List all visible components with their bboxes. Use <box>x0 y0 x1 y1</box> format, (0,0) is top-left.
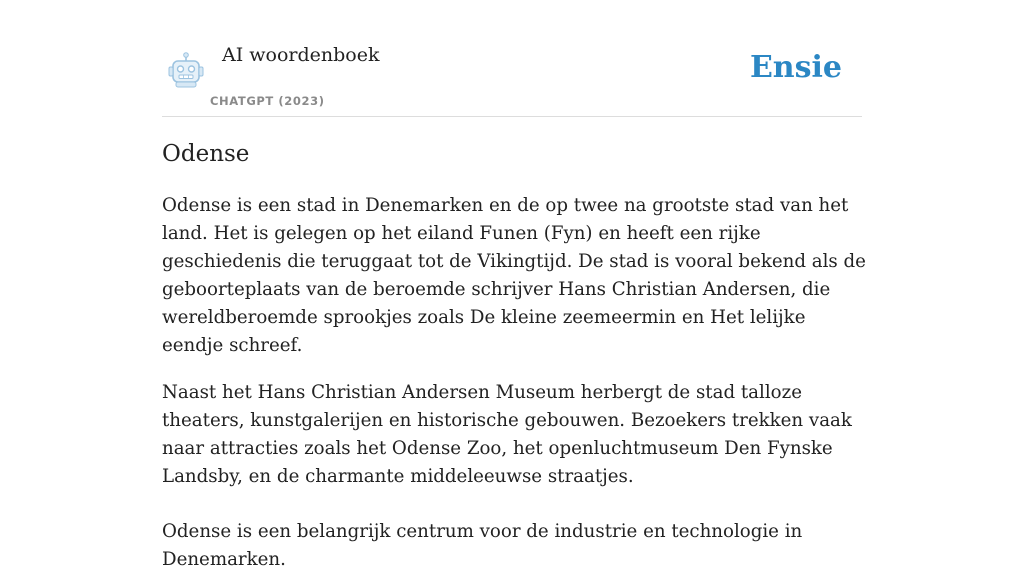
entry-paragraph: Odense is een belangrijk centrum voor de industrie en technologie in Denemarken. <box>162 521 803 570</box>
entry-paragraph: Naast het Hans Christian Andersen Museum herbergt de stad talloze theaters, kunstgalerijen en historische gebouwen. Bezoekers trekken vaak naar attracties zoals het Odense Zoo, het openluchtmuseum Den Fynske Landsby, en de charmante middeleeuwse straatjes. <box>162 382 852 487</box>
robot-icon <box>166 50 206 90</box>
entry-paragraph: Odense is een stad in Denemarken en de op twee na grootste stad van het land. Het is gelegen op het eiland Funen (Fyn) en heeft een rijke geschiedenis die teruggaat tot de Vikingtijd. De stad is vooral bekend als de geboorteplaats van de beroemde schrijver Hans Christian Andersen, die wereldberoemde sprookjes zoals De kleine zeemeermin en Het lelijke eendje schreef. <box>162 195 866 356</box>
dictionary-title[interactable]: AI woordenboek <box>222 44 380 66</box>
entry-content <box>162 136 867 574</box>
entry-term: Odense <box>162 141 250 167</box>
dictionary-header <box>162 0 862 117</box>
brand-logo[interactable]: Ensie <box>749 50 842 85</box>
source-label: CHATGPT (2023) <box>210 94 325 108</box>
